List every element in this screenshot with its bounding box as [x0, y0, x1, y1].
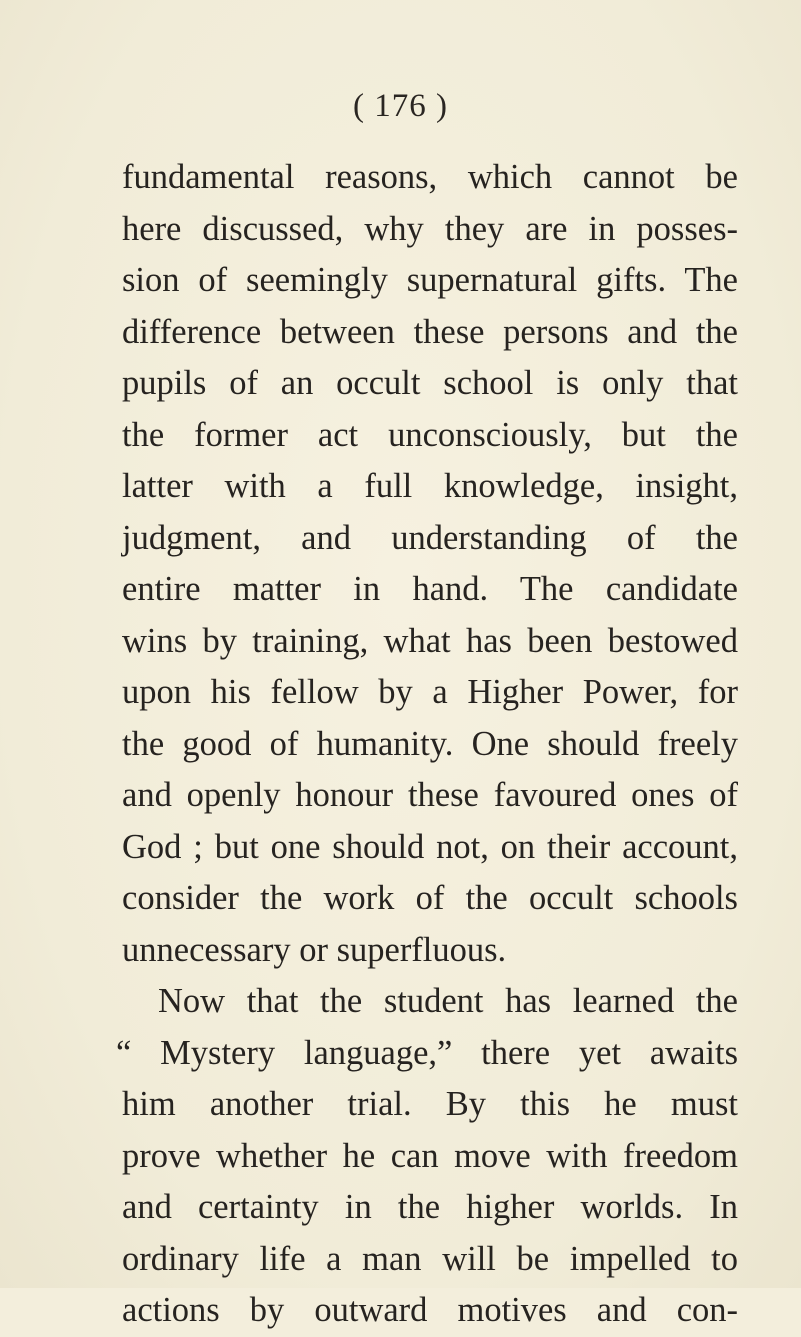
text-line: judgment, and understanding of the — [122, 518, 738, 557]
text-line: him another trial. By this he must — [122, 1085, 738, 1123]
text-line: and openly honour these favoured ones of — [122, 776, 738, 814]
text-line: pupils of an occult school is only that — [122, 364, 738, 402]
text-line: the former act unconsciously, but the — [122, 415, 738, 454]
text-line: wins by training, what has been bestowed — [122, 621, 738, 660]
text-line: the good of humanity. One should freely — [122, 724, 738, 763]
text-line: ordinary life a man will be impelled to — [122, 1239, 738, 1278]
text-line: upon his fellow by a Higher Power, for — [122, 673, 738, 711]
text-line: here discussed, why they are in posses- — [122, 209, 738, 248]
text-line: and certainty in the higher worlds. In — [122, 1188, 738, 1226]
text-line: prove whether he can move with freedom — [122, 1136, 738, 1175]
text-line: sion of seemingly supernatural gifts. The — [122, 261, 738, 299]
text-line: fundamental reasons, which cannot be — [122, 158, 738, 196]
body-text — [116, 152, 738, 1337]
text-line: difference between these persons and the — [122, 312, 738, 351]
text-line: latter with a full knowledge, insight, — [122, 467, 738, 505]
text-line-paragraph-end: unnecessary or superfluous. — [122, 930, 507, 969]
text-line: entire matter in hand. The candidate — [122, 570, 738, 608]
text-line: God ; but one should not, on their account, — [122, 827, 738, 866]
page-number: ( 176 ) — [353, 88, 448, 124]
text-line: actions by outward motives and con- — [122, 1291, 738, 1329]
text-line-paragraph-start: Now that the student has learned the — [158, 982, 738, 1020]
text-line: “ Mystery language,” there yet awaits — [116, 1033, 738, 1072]
text-line: consider the work of the occult schools — [122, 879, 738, 917]
